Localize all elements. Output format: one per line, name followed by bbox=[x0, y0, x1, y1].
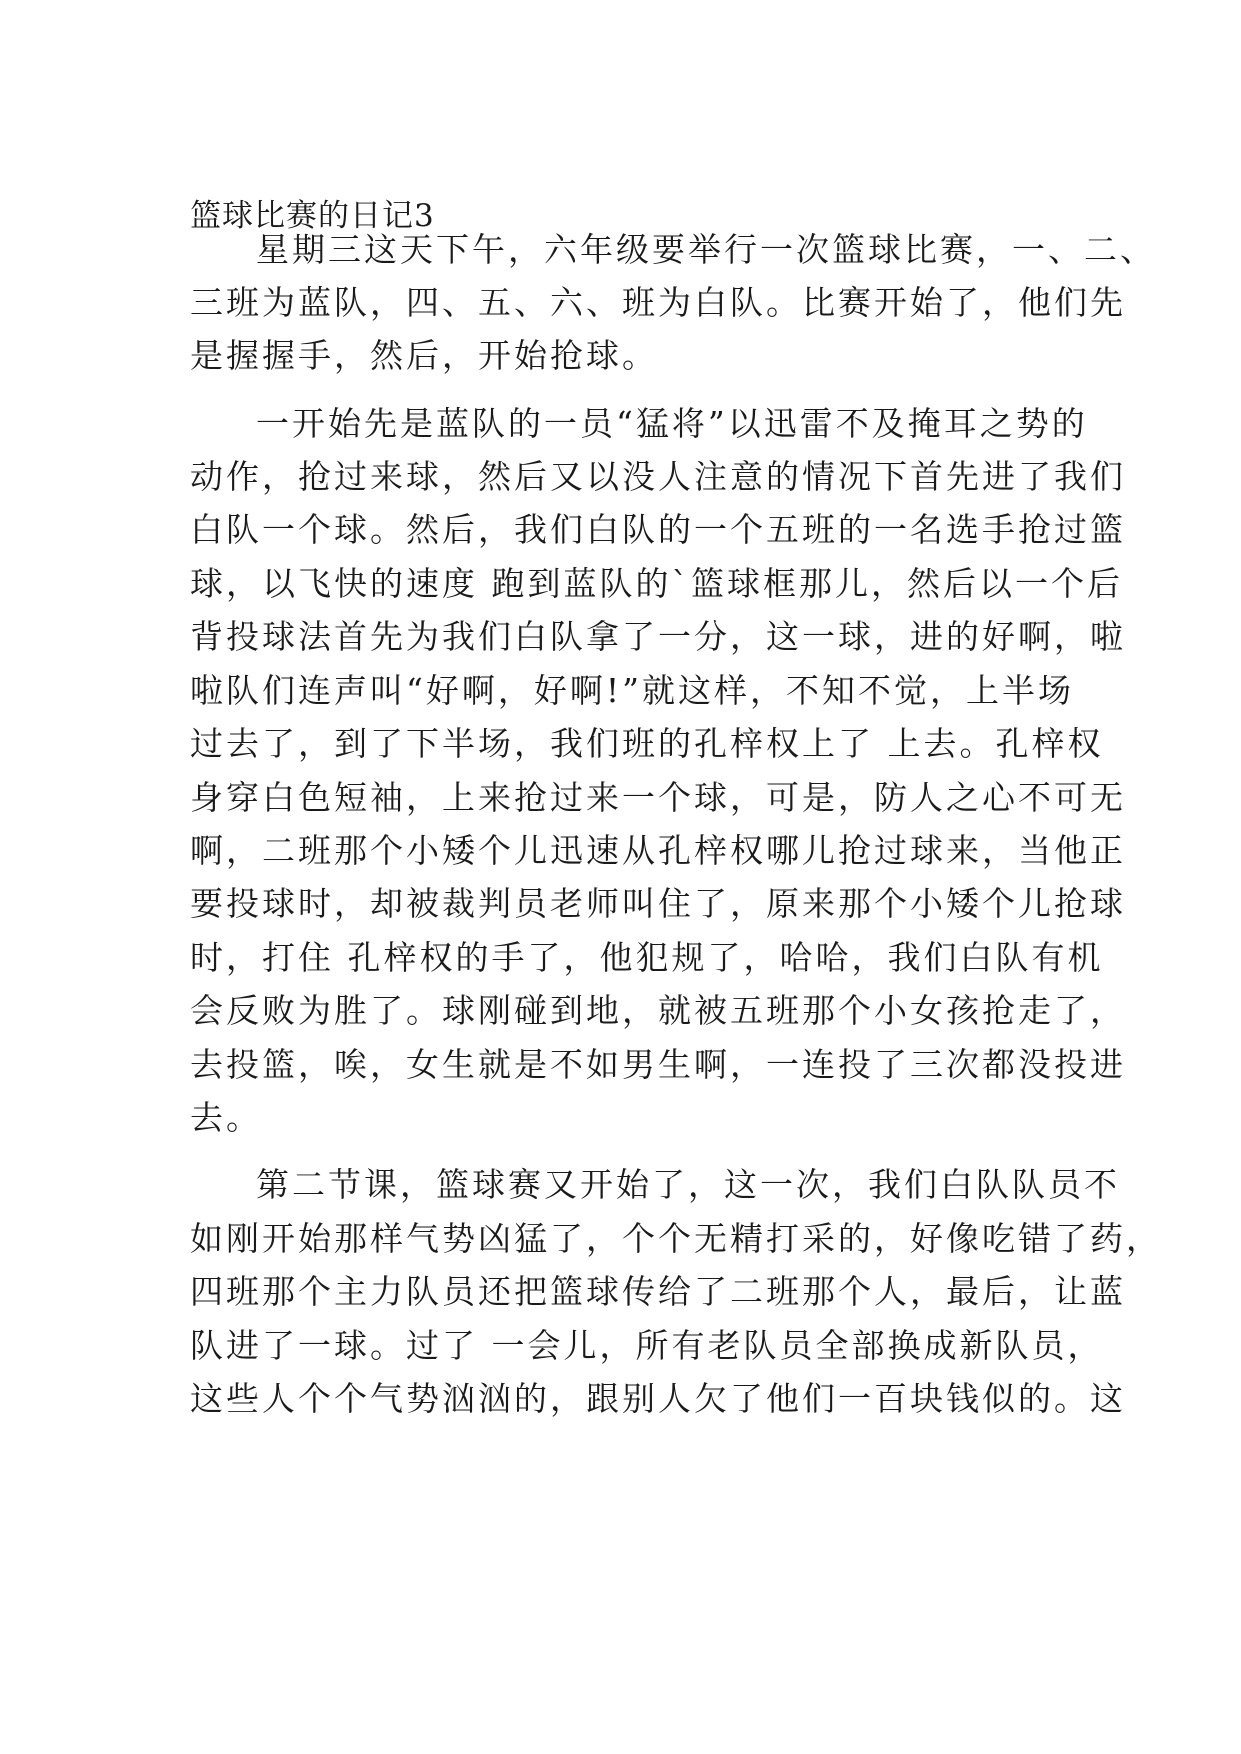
paragraph-2-line-11: 时，打住 孔梓权的手了，他犯规了，哈哈，我们白队有机 bbox=[190, 938, 1104, 977]
paragraph-2-line-3: 白队一个球。然后，我们白队的一个五班的一名选手抢过篮 bbox=[190, 510, 1126, 549]
paragraph-2-line-1: 一开始先是蓝队的一员“猛将”以迅雷不及掩耳之势的 bbox=[256, 404, 1088, 443]
paragraph-2-line-12: 会反败为胜了。球刚碰到地，就被五班那个小女孩抢走了， bbox=[190, 991, 1126, 1030]
paragraph-2-line-8: 身穿白色短袖，上来抢过来一个球，可是，防人之心不可无 bbox=[190, 778, 1126, 817]
paragraph-1-line-3: 是握握手，然后，开始抢球。 bbox=[190, 336, 658, 375]
paragraph-2-line-13: 去投篮，唉，女生就是不如男生啊，一连投了三次都没投进 bbox=[190, 1045, 1126, 1084]
paragraph-2-line-14: 去。 bbox=[190, 1098, 262, 1137]
paragraph-3-line-4: 队进了一球。过了 一会儿，所有老队员全部换成新队员， bbox=[190, 1326, 1104, 1365]
paragraph-2-line-6: 啦队们连声叫“好啊，好啊!”就这样，不知不觉，上半场 bbox=[190, 671, 1075, 710]
paragraph-2-line-7: 过去了，到了下半场，我们班的孔梓权上了 上去。孔梓权 bbox=[190, 724, 1104, 763]
paragraph-1-line-2: 三班为蓝队，四、五、六、班为白队。比赛开始了，他们先 bbox=[190, 283, 1126, 322]
paragraph-3-line-2: 如刚开始那样气势凶猛了，个个无精打采的，好像吃错了药， bbox=[190, 1219, 1162, 1258]
paragraph-1-line-1: 星期三这天下午，六年级要举行一次篮球比赛，一、二、 bbox=[256, 230, 1156, 269]
paragraph-2-line-4: 球，以飞快的速度 跑到蓝队的`篮球框那儿，然后以一个后 bbox=[190, 564, 1123, 603]
paragraph-2-line-10: 要投球时，却被裁判员老师叫住了，原来那个小矮个儿抢球 bbox=[190, 884, 1126, 923]
paragraph-2-line-2: 动作，抢过来球，然后又以没人注意的情况下首先进了我们 bbox=[190, 457, 1126, 496]
paragraph-3-line-5: 这些人个个气势汹汹的，跟别人欠了他们一百块钱似的。这 bbox=[190, 1379, 1126, 1418]
paragraph-2-line-9: 啊，二班那个小矮个儿迅速从孔梓权哪儿抢过球来，当他正 bbox=[190, 831, 1126, 870]
paragraph-2-line-5: 背投球法首先为我们白队拿了一分，这一球，进的好啊，啦 bbox=[190, 617, 1126, 656]
paragraph-3-line-1: 第二节课，篮球赛又开始了，这一次，我们白队队员不 bbox=[256, 1165, 1120, 1204]
paragraph-3-line-3: 四班那个主力队员还把篮球传给了二班那个人，最后，让蓝 bbox=[190, 1272, 1126, 1311]
document-title: 篮球比赛的日记3 bbox=[190, 198, 435, 234]
